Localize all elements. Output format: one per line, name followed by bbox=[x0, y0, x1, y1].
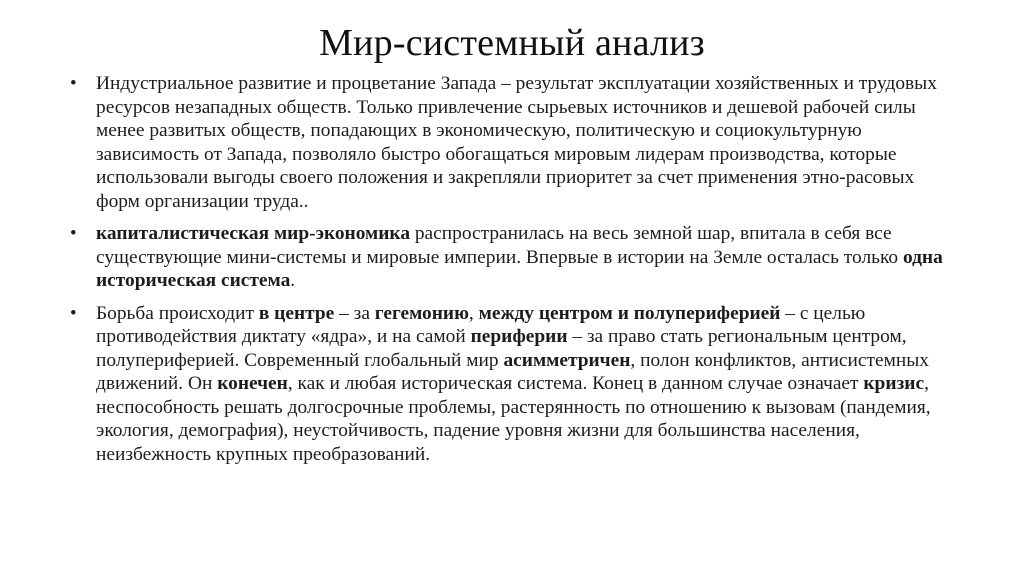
bullet-dot-icon: • bbox=[70, 73, 77, 94]
bullet-3-bold-term: конечен bbox=[217, 373, 288, 394]
bullet-3-bold-term: гегемонию bbox=[374, 302, 469, 324]
bullet-dot-icon: • bbox=[70, 223, 77, 244]
bullet-3-text-0: Борьба происходит bbox=[96, 302, 259, 324]
bullet-3-text-2: – за bbox=[334, 302, 375, 324]
bullet-list bbox=[70, 72, 950, 475]
bullet-2-text-3: . bbox=[290, 270, 296, 291]
bullet-3-bold-term: в центре bbox=[258, 302, 335, 324]
bullet-item bbox=[70, 72, 950, 213]
bullet-item bbox=[70, 302, 950, 467]
bullet-3-bold-term: асимметричен bbox=[503, 349, 631, 371]
bullet-1-text-0: Индустриальное развитие и процветание Запада – результат эксплуатации хозяйственных и трудовых ресурсов незападных обществ. Только привлечение сырьевых источников и дешевой рабочей силы менее развитых обществ, попадающих в экономическую, политическую и социокультурную зависимость от Запада, позволяло быстро обогащаться мировым лидерам производства, которые использовали выгоды своего положения и закрепляли приоритет за счет применения этно-расовых форм организации труда.. bbox=[96, 73, 937, 212]
bullet-3-text-4: , bbox=[468, 302, 479, 324]
bullet-3-bold-term: кризис bbox=[863, 373, 925, 394]
bullet-3-bold-term: между центром и полупериферией bbox=[478, 302, 781, 324]
bullet-3-bold-term: периферии bbox=[470, 326, 568, 347]
bullet-2-text-1: распространилась на весь земной шар, впитала в себя все существующие мини-системы и мировые империи. Впервые в истории на Земле осталась только bbox=[96, 223, 903, 268]
bullet-3-text-8: – за право стать региональным центром, полупериферией. Современный глобальный мир bbox=[96, 326, 907, 371]
bullet-item bbox=[70, 222, 950, 293]
slide-title: Мир-системный анализ bbox=[319, 22, 705, 64]
bullet-2-bold-term: капиталистическая мир-экономика bbox=[96, 223, 411, 244]
bullet-dot-icon: • bbox=[70, 302, 77, 324]
bullet-3-text-12: , как и любая историческая система. Конец в данном случае означает bbox=[287, 373, 864, 394]
bullet-3-text-6: – с целью противодействия диктату «ядра», и на самой bbox=[96, 302, 866, 347]
bullet-2-bold-term: одна историческая система bbox=[96, 246, 943, 291]
bullet-3-text-10: , полон конфликтов, антисистемных движений. Он bbox=[96, 349, 929, 394]
bullet-3-text-14: , неспособность решать долгосрочные проблемы, растерянность по отношению к вызовам (пандемия, экология, демография), неустойчивость, падение уровня жизни для большинства населения, неизбежность крупных преобразований. bbox=[96, 373, 931, 465]
